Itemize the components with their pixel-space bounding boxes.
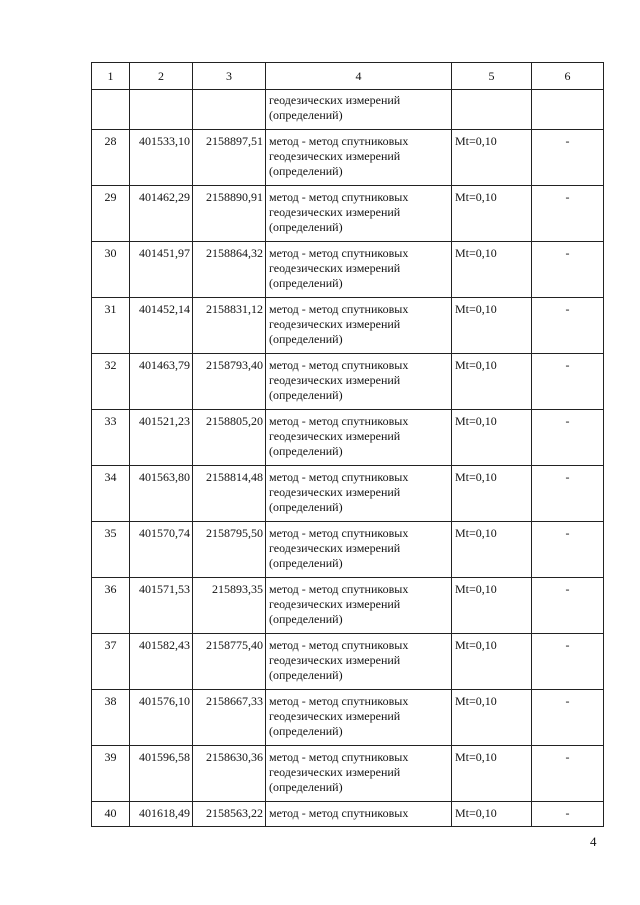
method-value [266, 354, 451, 403]
accuracy-cell [452, 578, 532, 634]
method-cell [266, 130, 452, 186]
y-coordinate-cell [193, 578, 266, 634]
point-number-value: 34 [104, 470, 117, 484]
accuracy-cell [452, 690, 532, 746]
method-line: (определений) [269, 108, 343, 122]
method-line: (определений) [269, 276, 343, 290]
description-value: - [565, 246, 570, 260]
table-row [92, 690, 604, 746]
x-coordinate-cell [130, 298, 193, 354]
accuracy-cell [452, 410, 532, 466]
y-coordinate-cell [193, 186, 266, 242]
description-cell [532, 578, 604, 634]
y-coordinate-value: 2158630,36 [206, 750, 263, 764]
description-value: - [565, 302, 570, 316]
y-coordinate-cell [193, 130, 266, 186]
x-coordinate-cell [130, 578, 193, 634]
method-line: геодезических измерений [269, 429, 401, 443]
point-number-value: 36 [104, 582, 117, 596]
description-value: - [565, 190, 570, 204]
point-number-cell [92, 242, 130, 298]
method-line: (определений) [269, 780, 343, 794]
y-coordinate-value: 2158795,50 [206, 526, 263, 540]
description-cell [532, 690, 604, 746]
method-value [266, 466, 451, 515]
table-row [92, 354, 604, 410]
accuracy-cell [452, 90, 532, 130]
method-line: геодезических измерений [269, 653, 401, 667]
method-line: (определений) [269, 500, 343, 514]
x-coordinate-value: 401451,97 [139, 246, 190, 260]
column-header-3: 3 [193, 63, 266, 90]
point-number-cell [92, 634, 130, 690]
method-value [266, 186, 451, 235]
description-cell [532, 242, 604, 298]
x-coordinate-cell [130, 410, 193, 466]
point-number-cell [92, 186, 130, 242]
point-number-value: 32 [104, 358, 117, 372]
method-line: (определений) [269, 164, 343, 178]
x-coordinate-cell [130, 130, 193, 186]
header-row [92, 63, 604, 90]
table-row [92, 130, 604, 186]
method-line: метод - метод спутниковых [269, 470, 409, 484]
y-coordinate-value: 2158831,12 [206, 302, 263, 316]
y-coordinate-cell [193, 90, 266, 130]
accuracy-value: Mt=0,10 [455, 694, 497, 708]
description-cell [532, 634, 604, 690]
description-value: - [565, 750, 570, 764]
x-coordinate-value: 401533,10 [139, 134, 190, 148]
table-row [92, 802, 604, 827]
description-value: - [565, 582, 570, 596]
method-cell [266, 578, 452, 634]
accuracy-value: Mt=0,10 [455, 470, 497, 484]
method-line: геодезических измерений [269, 485, 401, 499]
table-row [92, 746, 604, 802]
table-row [92, 186, 604, 242]
method-cell [266, 466, 452, 522]
method-cell [266, 410, 452, 466]
method-line: метод - метод спутниковых [269, 414, 409, 428]
method-cell [266, 690, 452, 746]
description-value: - [565, 638, 570, 652]
accuracy-value: Mt=0,10 [455, 582, 497, 596]
method-value [266, 130, 451, 179]
x-coordinate-cell [130, 242, 193, 298]
method-cell [266, 746, 452, 802]
point-number-cell [92, 522, 130, 578]
method-value [266, 522, 451, 571]
method-cell [266, 802, 452, 827]
y-coordinate-value: 2158805,20 [206, 414, 263, 428]
method-line: метод - метод спутниковых [269, 806, 409, 820]
point-number-cell [92, 410, 130, 466]
column-header-4: 4 [266, 63, 452, 90]
method-line: (определений) [269, 332, 343, 346]
x-coordinate-value: 401563,80 [139, 470, 190, 484]
accuracy-value: Mt=0,10 [455, 358, 497, 372]
method-value [266, 578, 451, 627]
column-header-2: 2 [130, 63, 193, 90]
method-line: (определений) [269, 556, 343, 570]
method-line: метод - метод спутниковых [269, 302, 409, 316]
x-coordinate-value: 401618,49 [139, 806, 190, 820]
description-cell [532, 186, 604, 242]
y-coordinate-value: 215893,35 [212, 582, 263, 596]
method-cell [266, 522, 452, 578]
page-number: 4 [590, 834, 597, 849]
table-row [92, 522, 604, 578]
y-coordinate-cell [193, 690, 266, 746]
y-coordinate-cell [193, 634, 266, 690]
point-number-cell [92, 90, 130, 130]
table-row [92, 242, 604, 298]
point-number-value: 31 [104, 302, 117, 316]
accuracy-cell [452, 746, 532, 802]
accuracy-cell [452, 242, 532, 298]
accuracy-cell [452, 466, 532, 522]
method-value [266, 242, 451, 291]
method-line: (определений) [269, 388, 343, 402]
method-cell [266, 298, 452, 354]
accuracy-cell [452, 634, 532, 690]
point-number-cell [92, 802, 130, 827]
description-value: - [565, 526, 570, 540]
point-number-value: 35 [104, 526, 117, 540]
method-line: геодезических измерений [269, 317, 401, 331]
accuracy-value: Mt=0,10 [455, 526, 497, 540]
accuracy-cell [452, 130, 532, 186]
method-line: (определений) [269, 444, 343, 458]
description-cell [532, 130, 604, 186]
point-number-value: 38 [104, 694, 117, 708]
x-coordinate-cell [130, 634, 193, 690]
method-value [266, 298, 451, 347]
y-coordinate-value: 2158864,32 [206, 246, 263, 260]
description-cell [532, 90, 604, 130]
description-cell [532, 746, 604, 802]
description-value: - [565, 358, 570, 372]
x-coordinate-value: 401463,79 [139, 358, 190, 372]
y-coordinate-value: 2158814,48 [206, 470, 263, 484]
point-number-value: 40 [104, 806, 117, 820]
description-value: - [565, 694, 570, 708]
y-coordinate-cell [193, 410, 266, 466]
column-header-6: 6 [532, 63, 604, 90]
x-coordinate-value: 401571,53 [139, 582, 190, 596]
method-line: (определений) [269, 724, 343, 738]
accuracy-cell [452, 522, 532, 578]
x-coordinate-value: 401582,43 [139, 638, 190, 652]
method-line: геодезических измерений [269, 541, 401, 555]
method-cell [266, 186, 452, 242]
point-number-cell [92, 466, 130, 522]
method-line: (определений) [269, 668, 343, 682]
method-value [266, 802, 451, 821]
point-number-value: 28 [104, 134, 117, 148]
accuracy-cell [452, 802, 532, 827]
y-coordinate-value: 2158563,22 [206, 806, 263, 820]
x-coordinate-value: 401452,14 [139, 302, 190, 316]
method-line: геодезических измерений [269, 373, 401, 387]
method-line: геодезических измерений [269, 205, 401, 219]
description-cell [532, 522, 604, 578]
point-number-value: 33 [104, 414, 117, 428]
point-number-cell [92, 578, 130, 634]
column-header-5: 5 [452, 63, 532, 90]
accuracy-value: Mt=0,10 [455, 638, 497, 652]
point-number-cell [92, 130, 130, 186]
description-cell [532, 466, 604, 522]
y-coordinate-cell [193, 802, 266, 827]
accuracy-value: Mt=0,10 [455, 190, 497, 204]
table-row [92, 466, 604, 522]
method-line: геодезических измерений [269, 261, 401, 275]
table-row [92, 298, 604, 354]
method-line: геодезических измерений [269, 149, 401, 163]
x-coordinate-cell [130, 802, 193, 827]
method-value [266, 410, 451, 459]
x-coordinate-cell [130, 746, 193, 802]
accuracy-value: Mt=0,10 [455, 302, 497, 316]
point-number-cell [92, 354, 130, 410]
point-number-value: 37 [104, 638, 117, 652]
method-line: геодезических измерений [269, 765, 401, 779]
y-coordinate-cell [193, 354, 266, 410]
method-value [266, 746, 451, 795]
method-value [266, 634, 451, 683]
point-number-cell [92, 690, 130, 746]
x-coordinate-value: 401521,23 [139, 414, 190, 428]
column-header-1: 1 [92, 63, 130, 90]
y-coordinate-cell [193, 746, 266, 802]
method-line: метод - метод спутниковых [269, 582, 409, 596]
y-coordinate-cell [193, 466, 266, 522]
method-line: (определений) [269, 612, 343, 626]
table-row [92, 410, 604, 466]
x-coordinate-cell [130, 354, 193, 410]
x-coordinate-cell [130, 90, 193, 130]
method-line: метод - метод спутниковых [269, 246, 409, 260]
accuracy-value: Mt=0,10 [455, 750, 497, 764]
accuracy-value: Mt=0,10 [455, 246, 497, 260]
x-coordinate-value: 401570,74 [139, 526, 190, 540]
continuation-row [92, 90, 604, 130]
description-value: - [565, 806, 570, 820]
method-line: метод - метод спутниковых [269, 638, 409, 652]
method-line: геодезических измерений [269, 93, 401, 107]
x-coordinate-value: 401596,58 [139, 750, 190, 764]
y-coordinate-value: 2158793,40 [206, 358, 263, 372]
description-value: - [565, 134, 570, 148]
x-coordinate-cell [130, 186, 193, 242]
description-value: - [565, 414, 570, 428]
x-coordinate-cell [130, 522, 193, 578]
accuracy-cell [452, 298, 532, 354]
description-cell [532, 298, 604, 354]
x-coordinate-value: 401462,29 [139, 190, 190, 204]
y-coordinate-cell [193, 242, 266, 298]
accuracy-value: Mt=0,10 [455, 806, 497, 820]
y-coordinate-cell [193, 298, 266, 354]
accuracy-value: Mt=0,10 [455, 134, 497, 148]
description-value: - [565, 470, 570, 484]
x-coordinate-cell [130, 466, 193, 522]
point-number-value: 30 [104, 246, 117, 260]
point-number-cell [92, 746, 130, 802]
accuracy-cell [452, 354, 532, 410]
method-line: метод - метод спутниковых [269, 358, 409, 372]
y-coordinate-value: 2158775,40 [206, 638, 263, 652]
method-cell [266, 242, 452, 298]
point-number-value: 29 [104, 190, 117, 204]
table-row [92, 634, 604, 690]
y-coordinate-cell [193, 522, 266, 578]
method-line: (определений) [269, 220, 343, 234]
method-line: метод - метод спутниковых [269, 526, 409, 540]
method-line: геодезических измерений [269, 597, 401, 611]
y-coordinate-value: 2158890,91 [206, 190, 263, 204]
point-number-value: 39 [104, 750, 117, 764]
y-coordinate-value: 2158667,33 [206, 694, 263, 708]
method-line: метод - метод спутниковых [269, 750, 409, 764]
description-cell [532, 354, 604, 410]
accuracy-value: Mt=0,10 [455, 414, 497, 428]
method-value [266, 690, 451, 739]
method-line: геодезических измерений [269, 709, 401, 723]
method-cell [266, 634, 452, 690]
y-coordinate-value: 2158897,51 [206, 134, 263, 148]
method-cell [266, 354, 452, 410]
coordinates-table [91, 62, 604, 827]
accuracy-cell [452, 186, 532, 242]
x-coordinate-cell [130, 690, 193, 746]
x-coordinate-value: 401576,10 [139, 694, 190, 708]
method-line: метод - метод спутниковых [269, 190, 409, 204]
method-cell [266, 90, 452, 130]
table-row [92, 578, 604, 634]
method-line: метод - метод спутниковых [269, 134, 409, 148]
description-cell [532, 802, 604, 827]
method-line: метод - метод спутниковых [269, 694, 409, 708]
point-number-cell [92, 298, 130, 354]
description-cell [532, 410, 604, 466]
